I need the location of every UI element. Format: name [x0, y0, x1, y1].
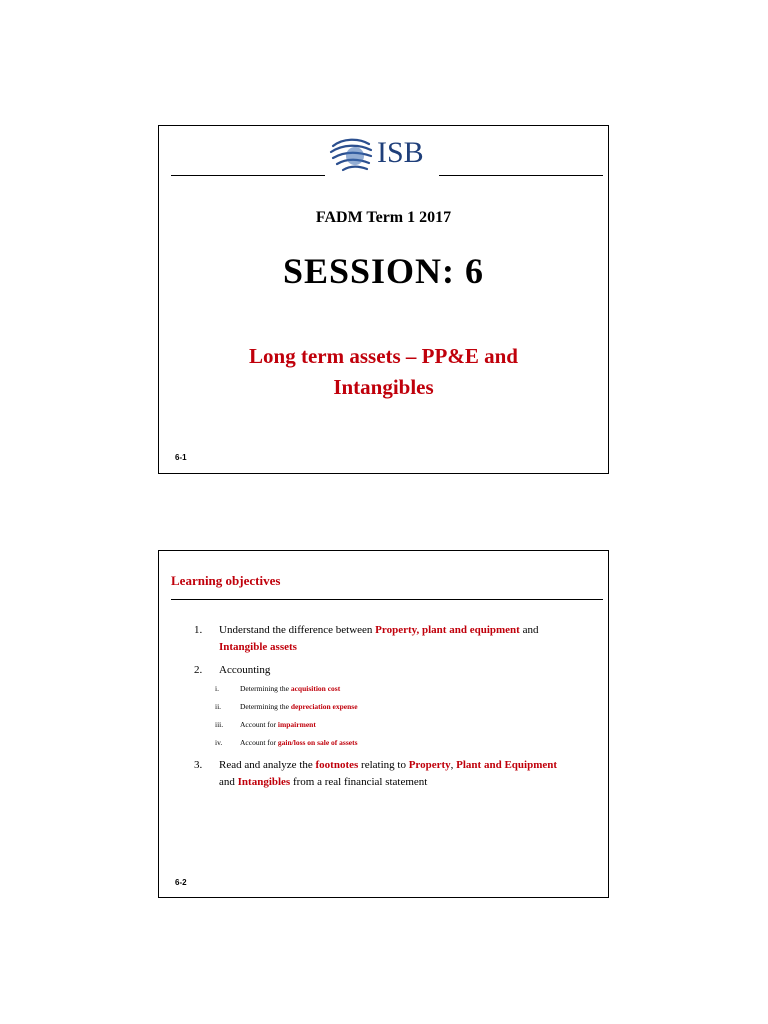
isb-logo-text: ISB — [377, 136, 424, 169]
sub-number: iv. — [215, 738, 223, 747]
text-run: from a real financial statement — [290, 776, 428, 788]
objective-number: 2. — [194, 664, 203, 676]
header-rule-right — [439, 175, 603, 176]
topic-line-2: Intangibles — [333, 375, 434, 399]
highlight-text: acquisition cost — [290, 684, 341, 693]
text-run: Account for — [240, 720, 278, 729]
objective-text — [219, 757, 599, 791]
text-run: Determining the — [240, 684, 291, 693]
text-run: Understand the difference between — [219, 624, 376, 636]
text-run: and — [219, 776, 238, 788]
session-topic — [159, 341, 608, 403]
text-run: and — [519, 624, 539, 636]
text-run: relating to — [358, 759, 409, 771]
slide-number: 6-1 — [175, 453, 187, 462]
highlight-text: Intangible assets — [219, 641, 297, 653]
text-run: Read and analyze the — [219, 759, 316, 771]
sub-number: iii. — [215, 720, 224, 729]
topic-line-1: Long term assets – PP&E and — [249, 344, 518, 368]
highlight-text: Plant and Equipment — [456, 759, 558, 771]
highlight-text: Property, plant and equipment — [375, 624, 520, 636]
highlight-text: Property — [408, 759, 451, 771]
text-run: Determining the — [240, 702, 291, 711]
sub-number: ii. — [215, 702, 222, 711]
highlight-text: depreciation expense — [290, 702, 358, 711]
text-run: , — [450, 759, 457, 771]
highlight-text: footnotes — [315, 759, 359, 771]
slide-title — [158, 125, 609, 474]
highlight-text: impairment — [277, 720, 316, 729]
objective-text: Accounting — [219, 664, 271, 676]
text-run: Account for — [240, 738, 278, 747]
highlight-text: gain/loss on sale of assets — [277, 738, 358, 747]
sub-number: i. — [215, 684, 219, 693]
slide-learning-objectives — [158, 550, 609, 898]
objective-text — [219, 622, 599, 656]
heading-rule — [171, 599, 603, 600]
slide-heading: Learning objectives — [171, 573, 281, 588]
objective-number: 1. — [194, 624, 203, 636]
session-title: SESSION: 6 — [282, 251, 485, 291]
course-title: FADM Term 1 2017 — [315, 209, 452, 226]
slide-number: 6-2 — [175, 878, 187, 887]
header-rule-left — [171, 175, 325, 176]
highlight-text: Intangibles — [237, 776, 291, 788]
objective-number: 3. — [194, 759, 203, 771]
